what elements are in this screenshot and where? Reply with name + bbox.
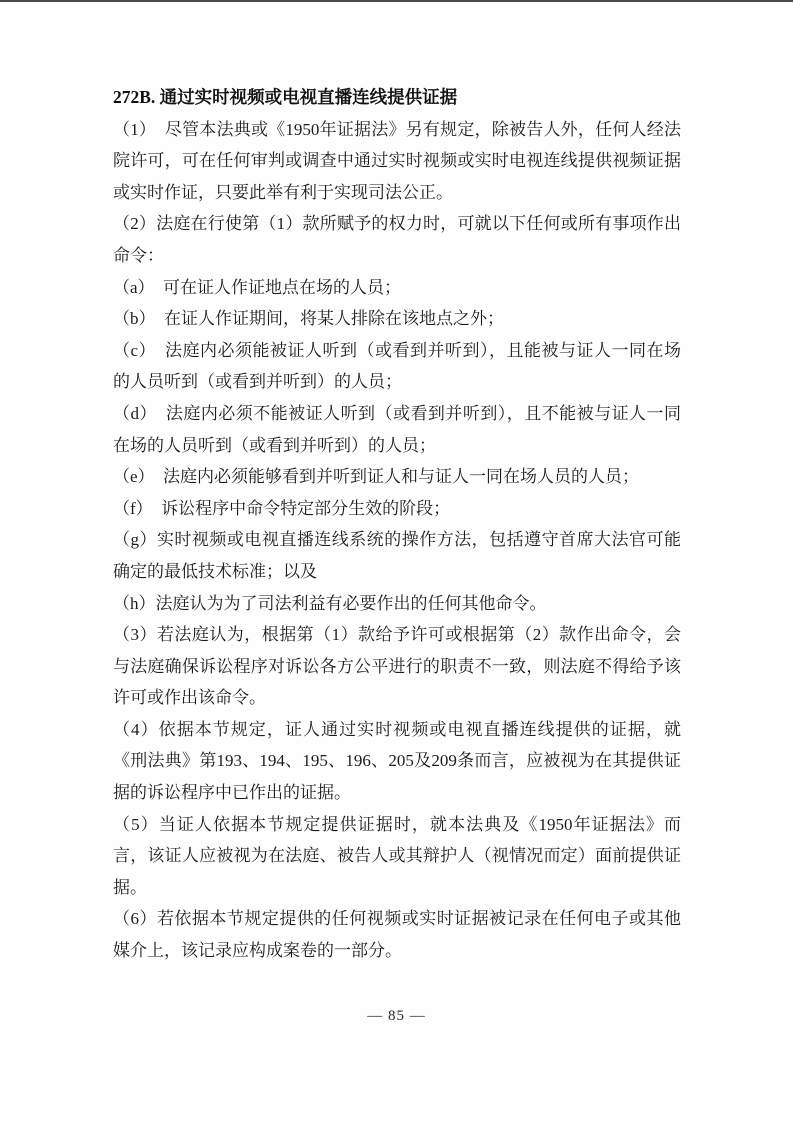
clause-2-item-c: （c） 法庭内必须能被证人听到（或看到并听到），且能被与证人一同在场的人员听到（或看到并听到）的人员； [113,340,681,392]
clause-1: （1） 尽管本法典或《1950年证据法》另有规定，除被告人外，任何人经法院许可，可在任何审判或调查中通过实时视频或实时电视连线提供视频证据或实时作证，只要此举有利于实现司法公正。 [113,119,681,202]
clause-2-item-g: （g）实时视频或电视直播连线系统的操作方法，包括遵守首席大法官可能确定的最低技术标准；以及 [113,530,681,581]
clause-4: （4）依据本节规定，证人通过实时视频或电视直播连线提供的证据，就《刑法典》第193、194、195、196、205及209条而言，应被视为在其提供证据的诉讼程序中已作出的证据。 [113,719,681,803]
clause-2-item-f: （f） 诉讼程序中命令特定部分生效的阶段； [113,498,451,518]
clause-2-item-a: （a） 可在证人作证地点在场的人员； [113,277,402,297]
clause-2-item-h: （h）法庭认为为了司法利益有必要作出的任何其他命令。 [113,593,547,613]
section-heading: 272B. 通过实时视频或电视直播连线提供证据 [113,87,458,107]
clause-5: （5）当证人依据本节规定提供证据时，就本法典及《1950年证据法》而言，该证人应被视为在法庭、被告人或其辩护人（视情况而定）面前提供证据。 [113,814,681,897]
clause-6: （6）若依据本节规定提供的任何视频或实时证据被记录在任何电子或其他媒介上，该记录应构成案卷的一部分。 [113,909,681,961]
clause-2: （2）法庭在行使第（1）款所赋予的权力时，可就以下任何或所有事项作出命令： [113,214,681,265]
clause-2-item-b: （b） 在证人作证期间，将某人排除在该地点之外； [113,309,504,329]
clause-2-item-d: （d） 法庭内必须不能被证人听到（或看到并听到），且不能被与证人一同在场的人员听到（或看到并听到）的人员； [113,403,681,455]
section-body [113,82,681,967]
page-number: — 85 — [367,1008,426,1024]
clause-2-item-e: （e） 法庭内必须能够看到并听到证人和与证人一同在场人员的人员； [113,467,640,487]
clause-3: （3）若法庭认为，根据第（1）款给予许可或根据第（2）款作出命令，会与法庭确保诉讼程序对诉讼各方公平进行的职责不一致，则法庭不得给予该许可或作出该命令。 [113,625,681,708]
